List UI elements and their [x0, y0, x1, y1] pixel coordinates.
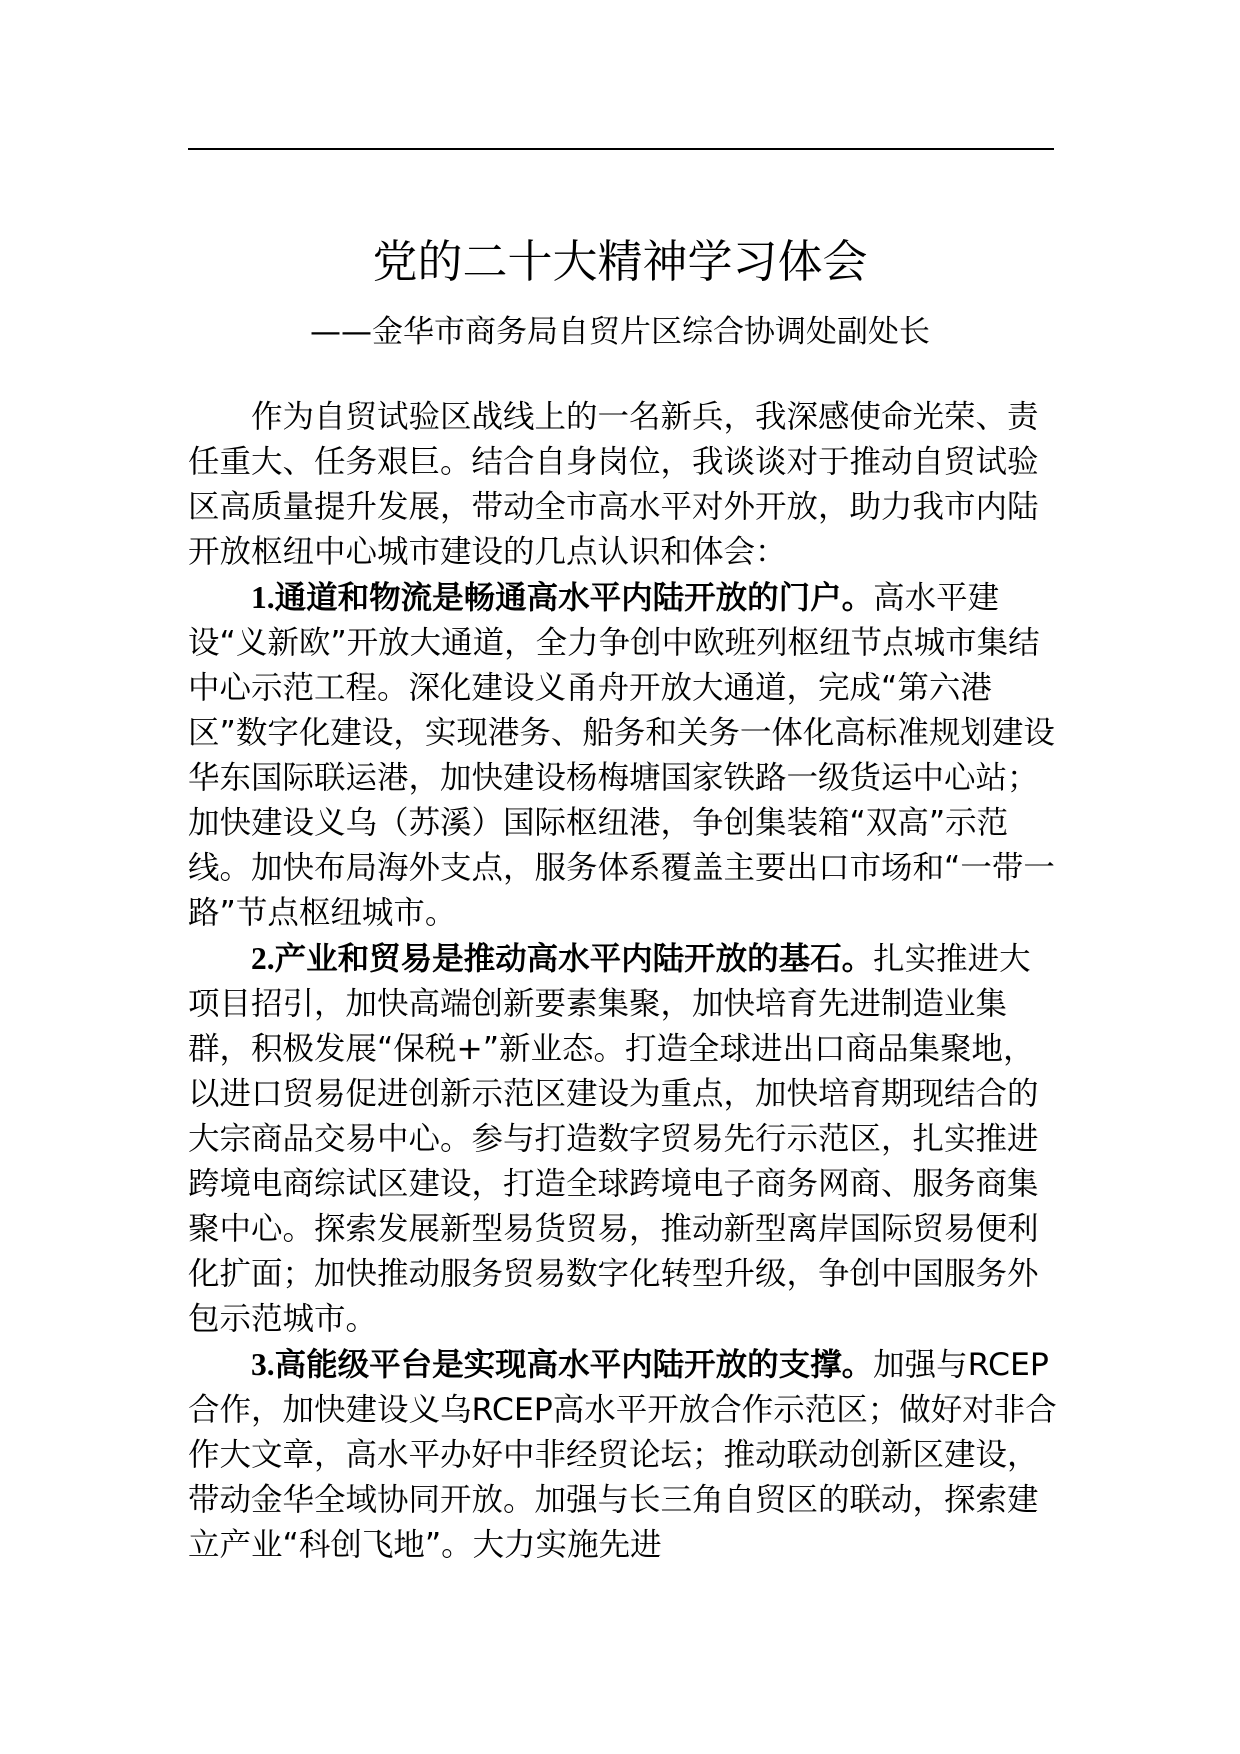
header-rule	[188, 148, 1054, 150]
page-subtitle: ——金华市商务局自贸片区综合协调处副处长	[310, 314, 930, 350]
section-heading	[251, 580, 873, 616]
intro-paragraph: 作为自贸试验区战线上的一名新兵，我深感使命光荣、责任重大、任务艰巨。结合自身岗位，我谈谈对于推动自贸试验区高质量提升发展，带动全市高水平对外开放，助力我市内陆开放枢纽中心城市建设的几点认识和体会：	[188, 399, 1039, 570]
section-number: 2.	[251, 941, 275, 976]
section-heading-text: 产业和贸易是推动高水平内陆开放的基石。	[274, 941, 874, 977]
section-number: 3.	[251, 1347, 275, 1382]
section-heading-text: 通道和物流是畅通高水平内陆开放的门户。	[274, 580, 874, 616]
section-paragraph	[188, 1342, 1058, 1568]
section-heading	[251, 941, 873, 977]
section-text: 扎实推进大项目招引，加快高端创新要素集聚，加快培育先进制造业集群，积极发展“保税+”新业态。打造全球进出口商品集聚地，以进口贸易促进创新示范区建设为重点，加快培育期现结合的大宗商品交易中心。参与打造数字贸易先行示范区，扎实推进跨境电商综试区建设，打造全球跨境电子商务网商、服务商集聚中心。探索发展新型易货贸易，推动新型离岸国际贸易便利化扩面；加快推动服务贸易数字化转型升级，争创中国服务外包示范城市。	[188, 941, 1039, 1337]
section-heading	[251, 1347, 873, 1383]
section-number: 1.	[251, 580, 275, 615]
section-text: 加强与RCEP合作，加快建设义乌RCEP高水平开放合作示范区；做好对非合作大文章，高水平办好中非经贸论坛；推动联动创新区建设，带动金华全域协同开放。加强与长三角自贸区的联动，探索建立产业“科创飞地”。大力实施先进	[188, 1347, 1057, 1563]
document-body	[188, 395, 1058, 1568]
section-paragraph	[188, 575, 1058, 936]
section-paragraph	[188, 936, 1058, 1342]
page-title: 党的二十大精神学习体会	[372, 235, 868, 288]
section-heading-text: 高能级平台是实现高水平内陆开放的支撑。	[274, 1347, 874, 1383]
section-text: 高水平建设“义新欧”开放大通道，全力争创中欧班列枢纽节点城市集结中心示范工程。深化建设义甬舟开放大通道，完成“第六港区”数字化建设，实现港务、船务和关务一体化高标准规划建设华东国际联运港，加快建设杨梅塘国家铁路一级货运中心站；加快建设义乌（苏溪）国际枢纽港，争创集装箱“双高”示范线。加快布局海外支点，服务体系覆盖主要出口市场和“一带一路”节点枢纽城市。	[188, 580, 1055, 931]
